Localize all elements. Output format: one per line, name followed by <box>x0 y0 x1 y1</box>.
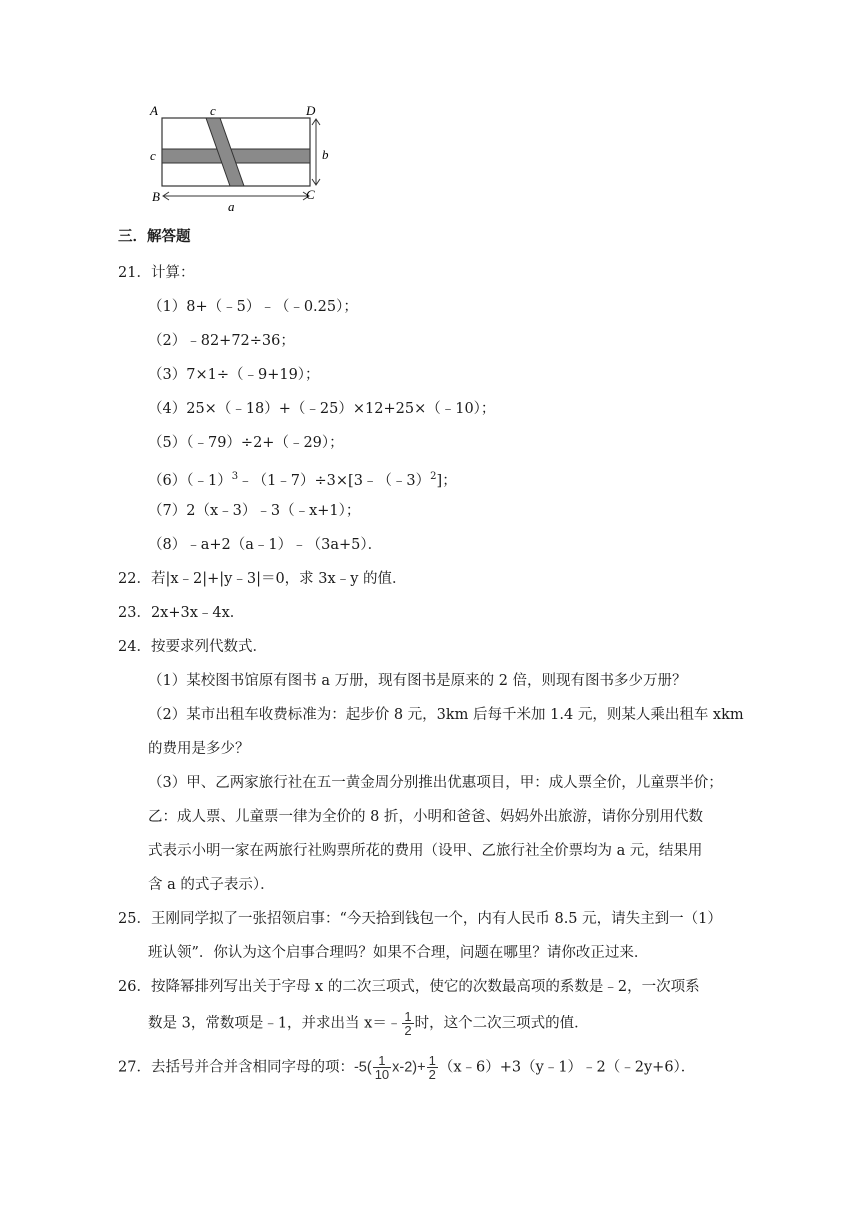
q27-frac1-den: 10 <box>374 1067 390 1082</box>
q21-item-3: （3）7×1÷（﹣9+19）； <box>148 367 320 383</box>
q27-frac1-num: 1 <box>373 1054 391 1068</box>
label-A: A <box>150 103 158 118</box>
q21-item-6-end: ]； <box>436 473 457 489</box>
q21-item-6-exp1: 3 <box>231 471 239 482</box>
q27 <box>118 1054 695 1081</box>
q24-p2a: （2）某市出租车收费标准为：起步价 8 元，3km 后每千米加 1.4 元，则某人乘出租车 xkm <box>148 707 744 723</box>
q21-title: 21．计算： <box>118 265 195 281</box>
q26-frac-den: 2 <box>404 1023 412 1038</box>
q26-line2-post: 时，这个二次三项式的值． <box>414 1015 589 1032</box>
horizontal-road <box>162 149 310 163</box>
q21-item-4: （4）25×（﹣18）+（﹣25）×12+25×（﹣10）； <box>148 401 496 417</box>
label-C: C <box>306 187 315 202</box>
q21-item-8: （8）﹣a+2（a﹣1）﹣（3a+5）． <box>148 537 383 553</box>
q21-item-6-prefix: （6）（﹣1） <box>148 473 232 489</box>
q27-expr-part1: -5( <box>353 1059 372 1076</box>
label-c-top: c <box>210 103 216 118</box>
q22: 22．若|x﹣2|+|y﹣3|＝0，求 3x﹣y 的值． <box>118 571 407 587</box>
q21-item-6-exp2: 2 <box>430 471 437 482</box>
q27-expr-part2: x-2)+ <box>392 1059 426 1076</box>
q26-frac-num: 1 <box>404 1009 412 1024</box>
label-B: B <box>152 189 160 204</box>
q27-fraction-2 <box>427 1054 438 1081</box>
q21-item-5: （5）（﹣79）÷2+（﹣29）； <box>148 435 344 451</box>
q24-p3b: 乙：成人票、儿童票一律为全价的 8 折，小明和爸爸、妈妈外出旅游，请你分别用代数 <box>148 809 703 825</box>
q26-fraction <box>402 1010 413 1037</box>
q26-line2-pre: 数是 3，常数项是﹣1，并求出当 x＝﹣ <box>148 1015 402 1032</box>
q21-item-6-mid: ﹣（1﹣7）÷3×[3﹣（﹣3） <box>238 473 431 489</box>
q25-line1: 25．王刚同学拟了一张招领启事：“今天拾到钱包一个，内有人民币 8.5 元，请失主到一（1） <box>118 911 722 927</box>
q24-p3d: 含 a 的式子表示）． <box>148 877 275 893</box>
q27-post: （x﹣6）+3（y﹣1）﹣2（﹣2y+6）． <box>438 1059 696 1076</box>
q24-p1: （1）某校图书馆原有图书 a 万册，现有图书是原来的 2 倍，则现有图书多少万册？ <box>148 673 687 689</box>
q27-pre: 27．去括号并合并含相同字母的项： <box>118 1059 354 1076</box>
q26-line2 <box>148 1010 589 1037</box>
q24-p3a: （3）甲、乙两家旅行社在五一黄金周分别推出优惠项目，甲：成人票全价，儿童票半价； <box>148 775 723 791</box>
q21-item-6 <box>148 466 457 492</box>
label-b: b <box>322 147 329 162</box>
q27-frac2-num: 1 <box>428 1053 436 1068</box>
q27-frac2-den: 2 <box>428 1067 436 1082</box>
label-D: D <box>306 103 316 118</box>
q21-item-1: （1）8+（﹣5）﹣（﹣0.25）； <box>148 299 358 315</box>
q26-line1: 26．按降幂排列写出关于字母 x 的二次三项式，使它的次数最高项的系数是﹣2，一次项系 <box>118 979 700 995</box>
section-title: 三．解答题 <box>118 229 191 245</box>
q24-title: 24．按要求列代数式． <box>118 639 267 655</box>
q21-item-7: （7）2（x﹣3）﹣3（﹣x+1）； <box>148 503 361 519</box>
q23: 23．2x+3x﹣4x． <box>118 605 245 621</box>
label-c-left: c <box>150 148 156 163</box>
figure-svg <box>148 100 338 215</box>
q21-item-2: （2）﹣82+72÷36； <box>148 333 295 349</box>
q24-p2b: 的费用是多少？ <box>148 741 250 757</box>
rectangle-road-figure <box>148 100 338 219</box>
q25-line2: 班认领”．你认为这个启事合理吗？如果不合理，问题在哪里？请你改正过来． <box>148 945 649 961</box>
q27-fraction-1 <box>373 1054 391 1081</box>
q24-p3c: 式表示小明一家在两旅行社购票所花的费用（设甲、乙旅行社全价票均为 a 元，结果用 <box>148 843 703 859</box>
label-a: a <box>228 199 235 214</box>
